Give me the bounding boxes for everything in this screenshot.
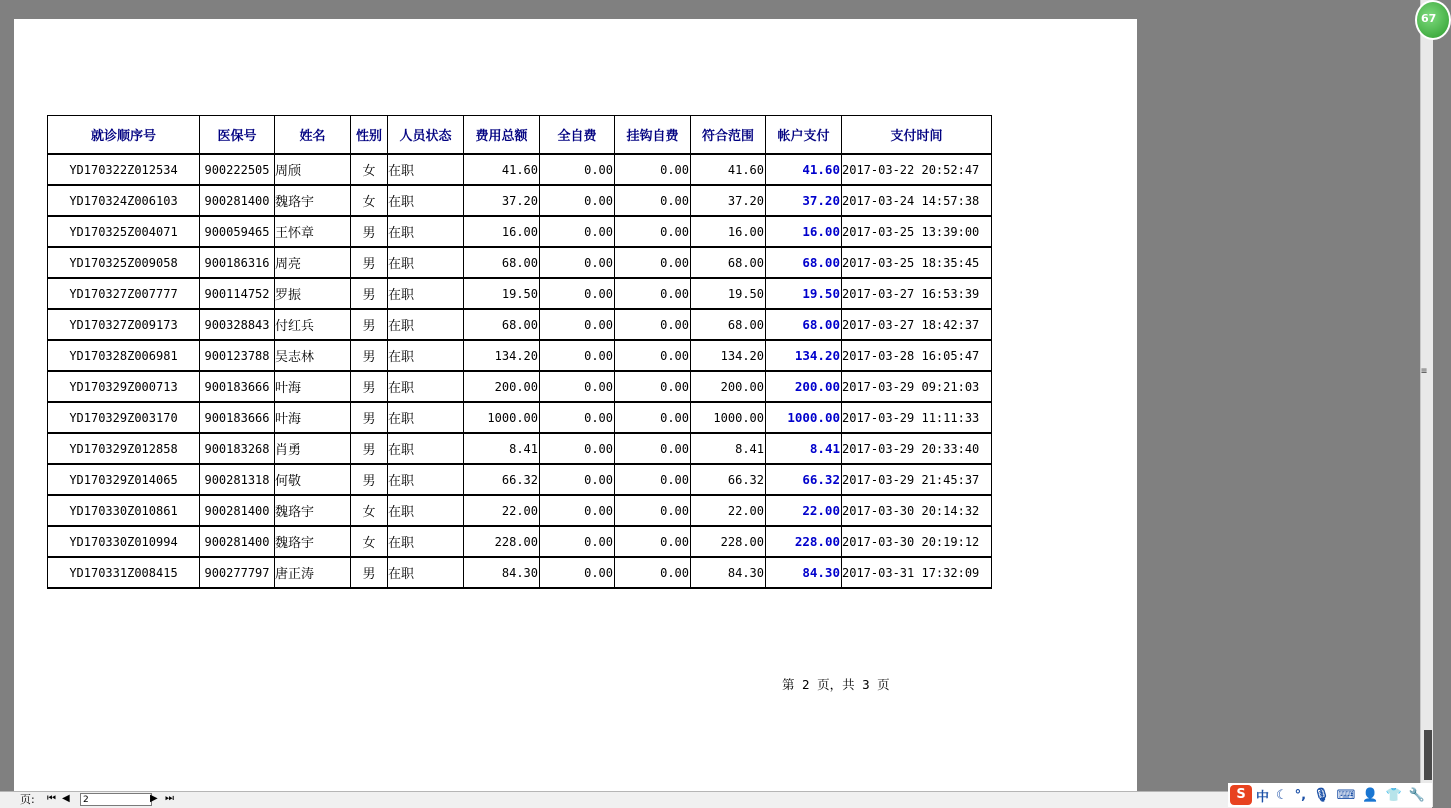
insurance-no-cell: 900281400 (200, 495, 275, 526)
insurance-no-cell: 900277797 (200, 557, 275, 588)
status-cell: 在职 (388, 402, 464, 433)
name-cell: 魏珞宇 (275, 526, 351, 557)
total-fee-header: 费用总额 (464, 116, 540, 155)
page-info: 第 2 页，共 3 页 (782, 677, 890, 692)
in-scope-cell: 228.00 (691, 526, 766, 557)
visit-seq-cell: YD170327Z009173 (48, 309, 200, 340)
name-cell: 付红兵 (275, 309, 351, 340)
visit-seq-cell: YD170325Z009058 (48, 247, 200, 278)
table-header-row (48, 116, 992, 155)
linked-self-pay-cell: 0.00 (615, 216, 691, 247)
moon-icon[interactable]: ☾ (1276, 787, 1288, 803)
table-row (48, 526, 992, 557)
table-row (48, 247, 992, 278)
in-scope-cell: 1000.00 (691, 402, 766, 433)
sex-cell: 男 (351, 433, 388, 464)
account-pay-cell: 134.20 (766, 340, 842, 371)
last-page-icon[interactable]: ⏭ (165, 793, 174, 804)
pay-time-cell: 2017-03-22 20:52:47 (842, 154, 992, 185)
in-scope-cell: 19.50 (691, 278, 766, 309)
linked-self-pay-cell: 0.00 (615, 247, 691, 278)
total-fee-cell: 41.60 (464, 154, 540, 185)
sex-cell: 女 (351, 185, 388, 216)
first-page-icon[interactable]: ⏮ (47, 793, 56, 804)
account-pay-cell: 68.00 (766, 309, 842, 340)
visit-seq-cell: YD170327Z007777 (48, 278, 200, 309)
visit-seq-cell: YD170331Z008415 (48, 557, 200, 588)
in-scope-cell: 16.00 (691, 216, 766, 247)
status-cell: 在职 (388, 154, 464, 185)
linked-self-pay-cell: 0.00 (615, 278, 691, 309)
account-pay-cell: 68.00 (766, 247, 842, 278)
self-pay-cell: 0.00 (540, 557, 615, 588)
visit-seq-header: 就诊顺序号 (48, 116, 200, 155)
insurance-no-cell: 900186316 (200, 247, 275, 278)
pay-time-cell: 2017-03-27 16:53:39 (842, 278, 992, 309)
payment-table (47, 115, 992, 589)
table-row (48, 433, 992, 464)
total-fee-cell: 134.20 (464, 340, 540, 371)
in-scope-cell: 84.30 (691, 557, 766, 588)
chinese-mode-indicator[interactable]: 中 (1256, 789, 1270, 805)
account-pay-cell: 37.20 (766, 185, 842, 216)
user-icon[interactable]: 👤 (1362, 787, 1379, 803)
sex-cell: 男 (351, 278, 388, 309)
name-cell: 周亮 (275, 247, 351, 278)
ime-toolbar[interactable] (1228, 783, 1432, 807)
in-scope-header: 符合范围 (691, 116, 766, 155)
self-pay-cell: 0.00 (540, 371, 615, 402)
page-navigation-bar (0, 791, 1432, 808)
self-pay-cell: 0.00 (540, 340, 615, 371)
status-cell: 在职 (388, 433, 464, 464)
linked-self-pay-header: 挂钩自费 (615, 116, 691, 155)
total-fee-cell: 68.00 (464, 247, 540, 278)
insurance-no-cell: 900222505 (200, 154, 275, 185)
punctuation-icon[interactable]: °, (1294, 787, 1307, 803)
account-pay-cell: 66.32 (766, 464, 842, 495)
pay-time-cell: 2017-03-25 18:35:45 (842, 247, 992, 278)
shirt-icon[interactable]: 👕 (1385, 787, 1402, 803)
account-pay-cell: 84.30 (766, 557, 842, 588)
name-cell: 何敬 (275, 464, 351, 495)
status-cell: 在职 (388, 278, 464, 309)
total-fee-cell: 22.00 (464, 495, 540, 526)
status-cell: 在职 (388, 495, 464, 526)
self-pay-cell: 0.00 (540, 526, 615, 557)
status-cell: 在职 (388, 185, 464, 216)
total-fee-cell: 1000.00 (464, 402, 540, 433)
linked-self-pay-cell: 0.00 (615, 402, 691, 433)
in-scope-cell: 8.41 (691, 433, 766, 464)
in-scope-cell: 134.20 (691, 340, 766, 371)
pay-time-header: 支付时间 (842, 116, 992, 155)
self-pay-header: 全自费 (540, 116, 615, 155)
table-row (48, 216, 992, 247)
self-pay-cell: 0.00 (540, 185, 615, 216)
visit-seq-cell: YD170329Z014065 (48, 464, 200, 495)
table-row (48, 371, 992, 402)
insurance-no-cell: 900281400 (200, 185, 275, 216)
table-row (48, 185, 992, 216)
visit-seq-cell: YD170322Z012534 (48, 154, 200, 185)
name-cell: 魏珞宇 (275, 185, 351, 216)
pay-time-cell: 2017-03-30 20:14:32 (842, 495, 992, 526)
pay-time-cell: 2017-03-27 18:42:37 (842, 309, 992, 340)
status-cell: 在职 (388, 340, 464, 371)
table-row (48, 557, 992, 588)
sex-cell: 男 (351, 557, 388, 588)
sex-cell: 男 (351, 216, 388, 247)
total-fee-cell: 84.30 (464, 557, 540, 588)
name-cell: 肖勇 (275, 433, 351, 464)
sex-cell: 男 (351, 464, 388, 495)
linked-self-pay-cell: 0.00 (615, 340, 691, 371)
self-pay-cell: 0.00 (540, 402, 615, 433)
account-pay-cell: 228.00 (766, 526, 842, 557)
visit-seq-cell: YD170325Z004071 (48, 216, 200, 247)
table-row (48, 402, 992, 433)
insurance-no-cell: 900123788 (200, 340, 275, 371)
visit-seq-cell: YD170324Z006103 (48, 185, 200, 216)
pay-time-cell: 2017-03-30 20:19:12 (842, 526, 992, 557)
pay-time-cell: 2017-03-24 14:57:38 (842, 185, 992, 216)
sogou-logo-icon[interactable]: S (1230, 785, 1252, 805)
keyboard-icon[interactable]: ⌨ (1336, 787, 1356, 803)
self-pay-cell: 0.00 (540, 216, 615, 247)
total-fee-cell: 66.32 (464, 464, 540, 495)
wrench-icon[interactable]: 🔧 (1408, 787, 1425, 803)
insurance-no-cell: 900059465 (200, 216, 275, 247)
total-fee-cell: 228.00 (464, 526, 540, 557)
status-cell: 在职 (388, 557, 464, 588)
sex-cell: 女 (351, 154, 388, 185)
self-pay-cell: 0.00 (540, 433, 615, 464)
linked-self-pay-cell: 0.00 (615, 433, 691, 464)
name-cell: 魏珞宇 (275, 495, 351, 526)
insurance-no-cell: 900183268 (200, 433, 275, 464)
account-pay-header: 帐户支付 (766, 116, 842, 155)
prev-page-icon[interactable]: ◀ (62, 793, 70, 804)
status-cell: 在职 (388, 526, 464, 557)
self-pay-cell: 0.00 (540, 309, 615, 340)
self-pay-cell: 0.00 (540, 247, 615, 278)
insurance-no-cell: 900281400 (200, 526, 275, 557)
linked-self-pay-cell: 0.00 (615, 371, 691, 402)
name-cell: 吴志林 (275, 340, 351, 371)
pay-time-cell: 2017-03-29 20:33:40 (842, 433, 992, 464)
status-badge[interactable]: 67 (1415, 0, 1451, 40)
side-panel-meter (1424, 730, 1432, 780)
visit-seq-cell: YD170330Z010861 (48, 495, 200, 526)
table-row (48, 309, 992, 340)
insurance-no-cell: 900281318 (200, 464, 275, 495)
name-cell: 罗振 (275, 278, 351, 309)
pay-time-cell: 2017-03-31 17:32:09 (842, 557, 992, 588)
sex-cell: 男 (351, 371, 388, 402)
pay-time-cell: 2017-03-28 16:05:47 (842, 340, 992, 371)
microphone-icon[interactable]: 🎙 (1313, 787, 1330, 803)
linked-self-pay-cell: 0.00 (615, 526, 691, 557)
name-cell: 叶海 (275, 371, 351, 402)
sex-cell: 女 (351, 495, 388, 526)
in-scope-cell: 22.00 (691, 495, 766, 526)
name-header: 姓名 (275, 116, 351, 155)
linked-self-pay-cell: 0.00 (615, 185, 691, 216)
account-pay-cell: 19.50 (766, 278, 842, 309)
linked-self-pay-cell: 0.00 (615, 495, 691, 526)
account-pay-cell: 8.41 (766, 433, 842, 464)
table-row (48, 278, 992, 309)
linked-self-pay-cell: 0.00 (615, 154, 691, 185)
sex-header: 性别 (351, 116, 388, 155)
table-row (48, 154, 992, 185)
status-header: 人员状态 (388, 116, 464, 155)
insurance-no-cell: 900114752 (200, 278, 275, 309)
in-scope-cell: 41.60 (691, 154, 766, 185)
page-number-input[interactable] (80, 793, 152, 806)
name-cell: 周颀 (275, 154, 351, 185)
linked-self-pay-cell: 0.00 (615, 557, 691, 588)
in-scope-cell: 200.00 (691, 371, 766, 402)
pay-time-cell: 2017-03-25 13:39:00 (842, 216, 992, 247)
visit-seq-cell: YD170329Z003170 (48, 402, 200, 433)
pay-time-cell: 2017-03-29 09:21:03 (842, 371, 992, 402)
status-cell: 在职 (388, 309, 464, 340)
in-scope-cell: 37.20 (691, 185, 766, 216)
sex-cell: 男 (351, 309, 388, 340)
name-cell: 唐正涛 (275, 557, 351, 588)
page-label: 页: (20, 793, 35, 806)
visit-seq-cell: YD170330Z010994 (48, 526, 200, 557)
insurance-no-cell: 900183666 (200, 371, 275, 402)
next-page-icon[interactable]: ▶ (150, 793, 158, 804)
in-scope-cell: 68.00 (691, 309, 766, 340)
sex-cell: 男 (351, 402, 388, 433)
visit-seq-cell: YD170329Z000713 (48, 371, 200, 402)
insurance-no-cell: 900328843 (200, 309, 275, 340)
name-cell: 叶海 (275, 402, 351, 433)
linked-self-pay-cell: 0.00 (615, 309, 691, 340)
insurance-no-header: 医保号 (200, 116, 275, 155)
sex-cell: 男 (351, 247, 388, 278)
table-row (48, 340, 992, 371)
self-pay-cell: 0.00 (540, 464, 615, 495)
total-fee-cell: 19.50 (464, 278, 540, 309)
total-fee-cell: 200.00 (464, 371, 540, 402)
account-pay-cell: 16.00 (766, 216, 842, 247)
pay-time-cell: 2017-03-29 21:45:37 (842, 464, 992, 495)
account-pay-cell: 1000.00 (766, 402, 842, 433)
total-fee-cell: 16.00 (464, 216, 540, 247)
status-cell: 在职 (388, 247, 464, 278)
status-cell: 在职 (388, 371, 464, 402)
total-fee-cell: 8.41 (464, 433, 540, 464)
self-pay-cell: 0.00 (540, 278, 615, 309)
table-row (48, 464, 992, 495)
in-scope-cell: 66.32 (691, 464, 766, 495)
visit-seq-cell: YD170328Z006981 (48, 340, 200, 371)
total-fee-cell: 68.00 (464, 309, 540, 340)
account-pay-cell: 200.00 (766, 371, 842, 402)
insurance-no-cell: 900183666 (200, 402, 275, 433)
report-page (14, 19, 1137, 791)
status-cell: 在职 (388, 216, 464, 247)
account-pay-cell: 41.60 (766, 154, 842, 185)
total-fee-cell: 37.20 (464, 185, 540, 216)
self-pay-cell: 0.00 (540, 495, 615, 526)
sex-cell: 女 (351, 526, 388, 557)
sex-cell: 男 (351, 340, 388, 371)
pay-time-cell: 2017-03-29 11:11:33 (842, 402, 992, 433)
splitter-grip[interactable]: ≡ (1421, 366, 1428, 377)
status-cell: 在职 (388, 464, 464, 495)
visit-seq-cell: YD170329Z012858 (48, 433, 200, 464)
name-cell: 王怀章 (275, 216, 351, 247)
linked-self-pay-cell: 0.00 (615, 464, 691, 495)
right-scrollbar[interactable] (1420, 0, 1433, 807)
in-scope-cell: 68.00 (691, 247, 766, 278)
account-pay-cell: 22.00 (766, 495, 842, 526)
self-pay-cell: 0.00 (540, 154, 615, 185)
table-row (48, 495, 992, 526)
